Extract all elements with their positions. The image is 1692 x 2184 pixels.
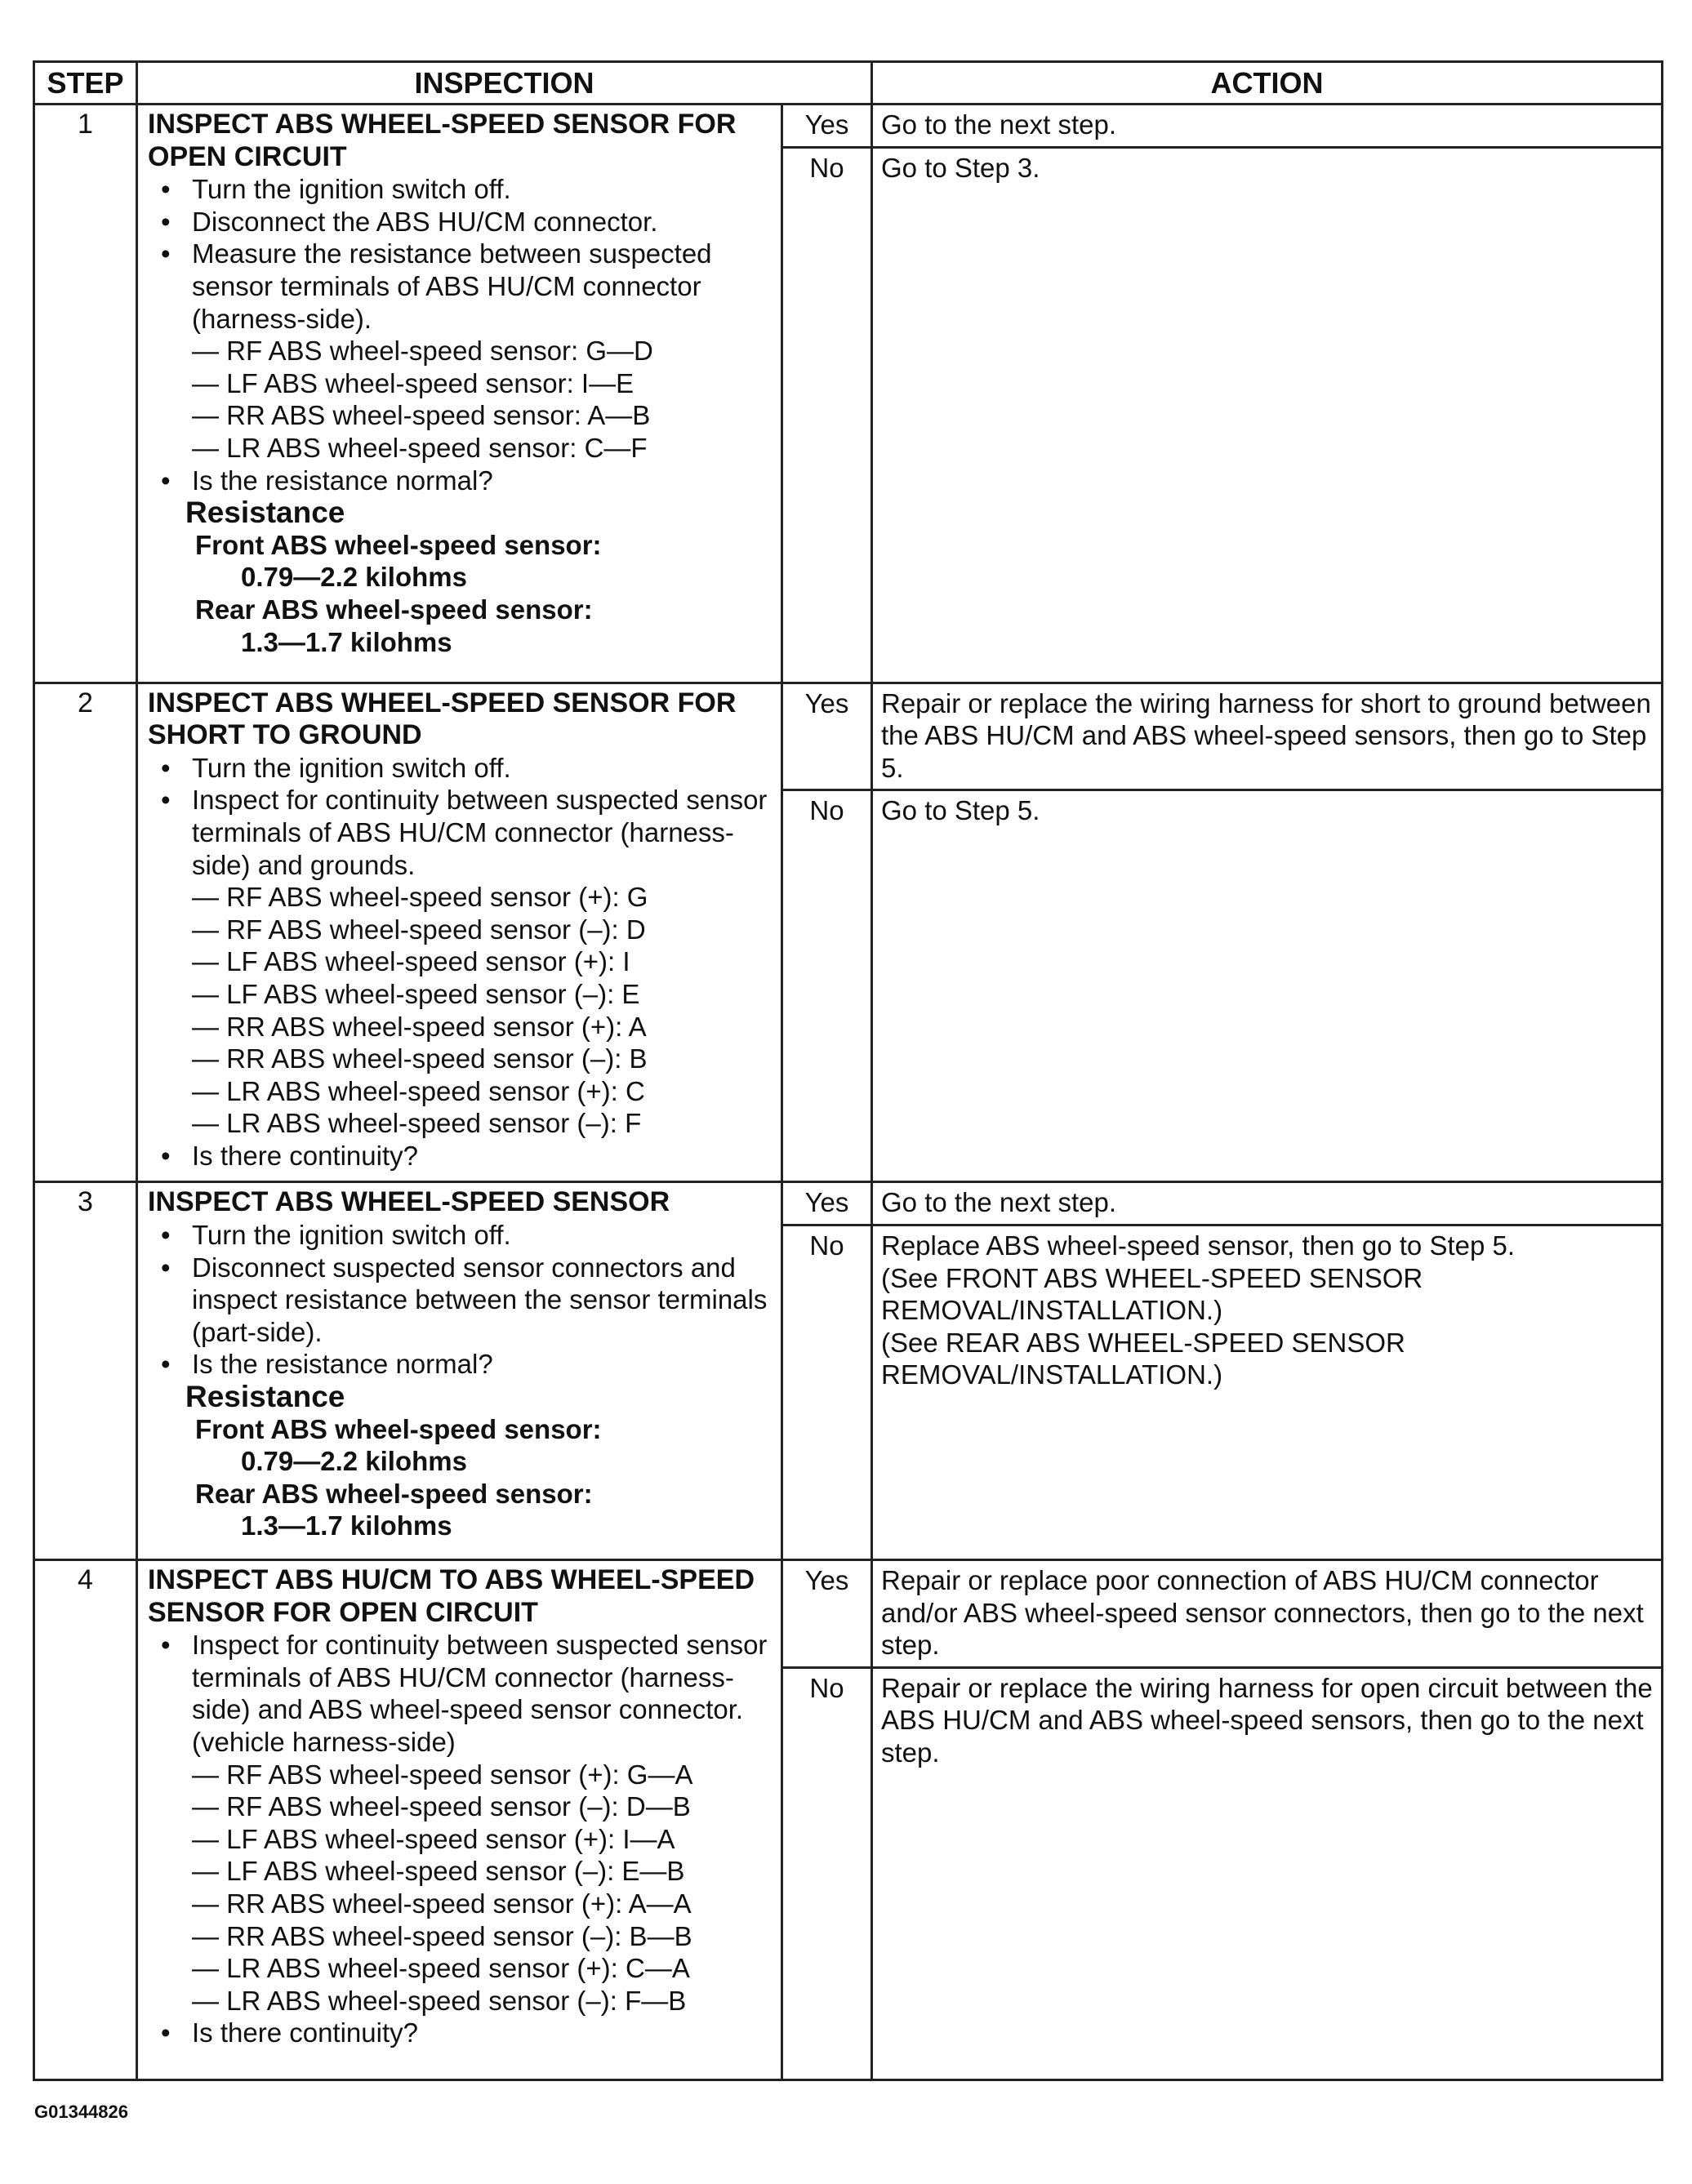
- terminal-item: — LR ABS wheel-speed sensor (–): F—B: [192, 1985, 687, 2016]
- terminal-list: [192, 1759, 773, 2017]
- diagnostic-table: [33, 60, 1663, 2081]
- rear-sensor-value: 1.3—1.7 kilohms: [241, 626, 452, 657]
- action-yes: Go to the next step.: [872, 1182, 1663, 1225]
- inspection-item: [192, 465, 773, 497]
- inspection-cell: [137, 1182, 782, 1560]
- terminal-item: — LR ABS wheel-speed sensor (+): C: [192, 1075, 645, 1106]
- inspection-item: [192, 238, 773, 464]
- step-number: 1: [34, 105, 137, 683]
- terminal-item: — LF ABS wheel-speed sensor (–): E: [192, 978, 640, 1009]
- inspection-item: [192, 1252, 773, 1349]
- inspection-item: [192, 1348, 773, 1381]
- resistance-heading: Resistance: [185, 496, 345, 530]
- inspection-list: [148, 173, 773, 496]
- terminal-list: [192, 335, 773, 464]
- terminal-item: — LR ABS wheel-speed sensor (+): C—A: [192, 1953, 690, 1984]
- inspection-item-text: Is there continuity?: [192, 2017, 418, 2048]
- step-number: 3: [34, 1182, 137, 1560]
- header-action: ACTION: [872, 62, 1663, 105]
- answer-no: No: [782, 1225, 872, 1559]
- inspection-item: [192, 1140, 773, 1172]
- front-sensor-label: Front ABS wheel-speed sensor:: [195, 1413, 602, 1444]
- action-line: Go to Step 5.: [881, 795, 1040, 826]
- terminal-item: — LF ABS wheel-speed sensor: I—E: [192, 367, 634, 398]
- header-row: [34, 62, 1663, 105]
- step-number: 2: [34, 683, 137, 1182]
- terminal-item: — LF ABS wheel-speed sensor (+): I: [192, 946, 630, 977]
- answer-yes: Yes: [782, 1182, 872, 1225]
- action-line: Replace ABS wheel-speed sensor, then go to Step 5.: [881, 1230, 1516, 1261]
- terminal-item: — LR ABS wheel-speed sensor (–): F: [192, 1108, 642, 1139]
- inspection-item: [192, 784, 773, 1140]
- answer-no: No: [782, 147, 872, 683]
- step-row: [34, 1559, 1663, 1667]
- inspection-item: [192, 1629, 773, 2017]
- terminal-item: — LR ABS wheel-speed sensor: C—F: [192, 432, 648, 463]
- figure-code: G01344826: [34, 2102, 128, 2122]
- inspection-title: INSPECT ABS HU/CM TO ABS WHEEL-SPEED SENSOR FOR OPEN CIRCUIT: [148, 1563, 755, 1628]
- action-line: Go to Step 3.: [881, 152, 1040, 183]
- inspection-item-text: Is there continuity?: [192, 1140, 418, 1171]
- inspection-list: [148, 1629, 773, 2049]
- inspection-title: INSPECT ABS WHEEL-SPEED SENSOR: [148, 1186, 670, 1218]
- terminal-item: — LF ABS wheel-speed sensor (+): I—A: [192, 1823, 675, 1854]
- action-yes: Repair or replace the wiring harness for short to ground between the ABS HU/CM and ABS wheel-speed sensors, then go to Step 5.: [872, 683, 1663, 790]
- front-sensor-value: 0.79—2.2 kilohms: [241, 1446, 467, 1477]
- inspection-cell: [137, 1559, 782, 2079]
- inspection-list: [148, 1219, 773, 1381]
- step-row: [34, 105, 1663, 148]
- action-line: (See FRONT ABS WHEEL-SPEED SENSOR REMOVAL/INSTALLATION.): [881, 1262, 1423, 1326]
- header-inspection: INSPECTION: [137, 62, 872, 105]
- header-step: STEP: [34, 62, 137, 105]
- rear-sensor-label: Rear ABS wheel-speed sensor:: [195, 594, 593, 625]
- resistance-heading: Resistance: [185, 1379, 345, 1413]
- inspection-item: [192, 1219, 773, 1252]
- front-sensor-value: 0.79—2.2 kilohms: [241, 562, 467, 593]
- table-body: [34, 105, 1663, 2080]
- action-line: (See REAR ABS WHEEL-SPEED SENSOR REMOVAL/INSTALLATION.): [881, 1327, 1405, 1390]
- inspection-item-text: Turn the ignition switch off.: [192, 752, 511, 783]
- answer-yes: Yes: [782, 1559, 872, 1667]
- inspection-item-text: Is the resistance normal?: [192, 1349, 493, 1380]
- inspection-list: [148, 752, 773, 1172]
- action-no: [872, 790, 1663, 1182]
- inspection-item-text: Disconnect the ABS HU/CM connector.: [192, 206, 658, 237]
- terminal-item: — RF ABS wheel-speed sensor (+): G—A: [192, 1759, 693, 1790]
- terminal-item: — RF ABS wheel-speed sensor: G—D: [192, 336, 653, 367]
- step-row: [34, 683, 1663, 790]
- step-number: 4: [34, 1559, 137, 2079]
- answer-yes: Yes: [782, 683, 872, 790]
- inspection-item-text: Measure the resistance between suspected sensor terminals of ABS HU/CM connector (harness-side).: [192, 238, 712, 334]
- answer-no: No: [782, 1667, 872, 2079]
- terminal-item: — LF ABS wheel-speed sensor (–): E—B: [192, 1856, 685, 1887]
- action-line: Repair or replace the wiring harness for open circuit between the ABS HU/CM and ABS wheel-speed sensors, then go to the next step.: [881, 1672, 1653, 1768]
- terminal-item: — RF ABS wheel-speed sensor (+): G: [192, 882, 648, 913]
- inspection-item-text: Turn the ignition switch off.: [192, 1219, 511, 1250]
- terminal-item: — RR ABS wheel-speed sensor: A—B: [192, 400, 651, 431]
- terminal-list: [192, 881, 773, 1140]
- terminal-item: — RF ABS wheel-speed sensor (–): D: [192, 914, 646, 945]
- inspection-item-text: Disconnect suspected sensor connectors and inspect resistance between the sensor terminals (part-side).: [192, 1252, 768, 1347]
- rear-sensor-label: Rear ABS wheel-speed sensor:: [195, 1478, 593, 1509]
- inspection-item-text: Turn the ignition switch off.: [192, 174, 511, 205]
- inspection-item: [192, 752, 773, 785]
- terminal-item: — RR ABS wheel-speed sensor (–): B—B: [192, 1920, 692, 1951]
- inspection-item-text: Inspect for continuity between suspected sensor terminals of ABS HU/CM connector (harness-side) and grounds.: [192, 785, 768, 880]
- step-row: [34, 1182, 1663, 1225]
- action-yes: Go to the next step.: [872, 105, 1663, 148]
- action-no: [872, 1667, 1663, 2079]
- rear-sensor-value: 1.3—1.7 kilohms: [241, 1510, 452, 1541]
- answer-no: No: [782, 790, 872, 1182]
- terminal-item: — RF ABS wheel-speed sensor (–): D—B: [192, 1791, 691, 1822]
- terminal-item: — RR ABS wheel-speed sensor (–): B: [192, 1043, 648, 1074]
- inspection-title: INSPECT ABS WHEEL-SPEED SENSOR FOR OPEN CIRCUIT: [148, 109, 737, 172]
- inspection-item: [192, 206, 773, 238]
- inspection-item-text: Inspect for continuity between suspected sensor terminals of ABS HU/CM connector (harness-side) and ABS wheel-speed sensor connector. (vehicle harness-side): [192, 1630, 768, 1757]
- inspection-item-text: Is the resistance normal?: [192, 465, 493, 496]
- terminal-item: — RR ABS wheel-speed sensor (+): A: [192, 1011, 647, 1042]
- inspection-item: [192, 173, 773, 206]
- inspection-cell: [137, 105, 782, 683]
- action-yes: Repair or replace poor connection of ABS HU/CM connector and/or ABS wheel-speed sensor connectors, then go to the next step.: [872, 1559, 1663, 1667]
- inspection-cell: [137, 683, 782, 1182]
- action-no: [872, 1225, 1663, 1559]
- terminal-item: — RR ABS wheel-speed sensor (+): A—A: [192, 1888, 692, 1919]
- answer-yes: Yes: [782, 105, 872, 148]
- inspection-item: [192, 2017, 773, 2049]
- action-no: [872, 147, 1663, 683]
- inspection-title: INSPECT ABS WHEEL-SPEED SENSOR FOR SHORT TO GROUND: [148, 687, 737, 751]
- front-sensor-label: Front ABS wheel-speed sensor:: [195, 529, 602, 560]
